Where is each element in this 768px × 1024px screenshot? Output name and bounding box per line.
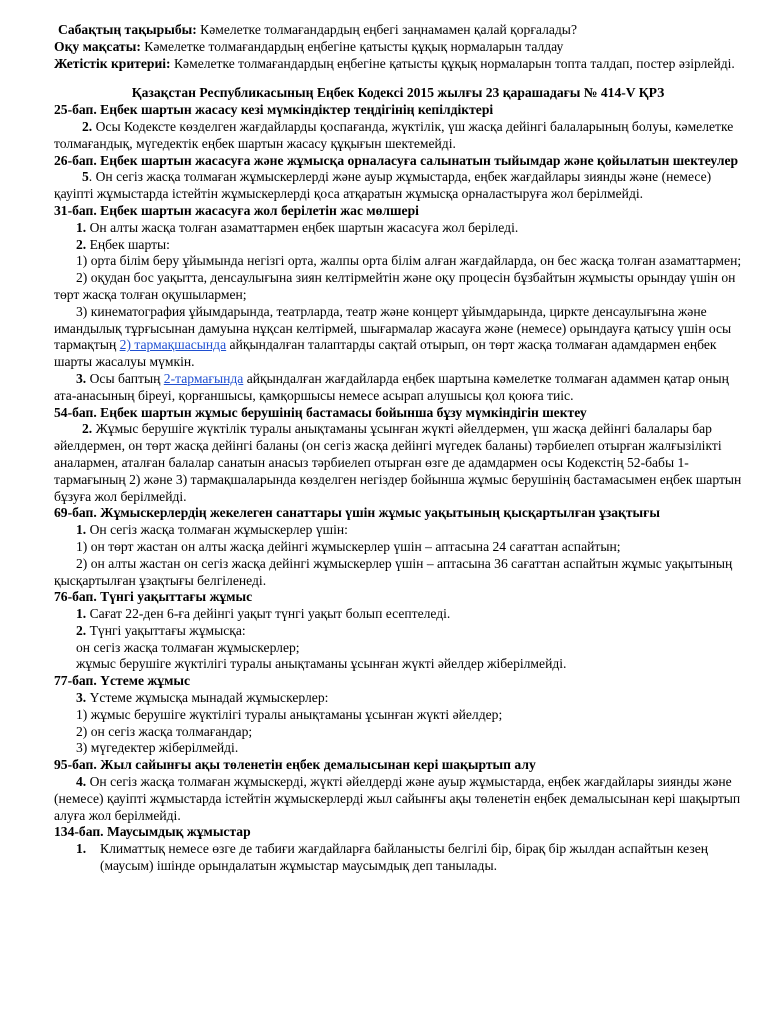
article-77-item-2: 2) он сегіз жасқа толмағандар;	[76, 723, 253, 739]
article-134-heading: 134-бап. Маусымдық жұмыстар	[54, 824, 251, 840]
article-77-heading: 77-бап. Үстеме жұмыс	[54, 673, 190, 689]
paragraph-2-link[interactable]: 2-тармағында	[163, 370, 244, 386]
article-76-paragraph-2	[54, 623, 742, 640]
paragraph-text: Еңбек шарты:	[86, 236, 170, 252]
lesson-goal-text: Кәмелетке толмағандардың еңбегіне қатысты құқық нормаларын талдау	[140, 38, 564, 54]
article-26-heading: 26-бап. Еңбек шартын жасасуға және жұмысқа орналасуға салынатын тыйымдар және қойылатын шектеулер	[54, 152, 739, 168]
paragraph-number: 1.	[76, 219, 87, 235]
paragraph-text: . Он сегіз жасқа толмаған жұмыскерлерді және ауыр жұмыстарда, еңбек жағдайлары зиянды және (немесе) қауіпті жұмыстарда істейтін жұмыскерлерді қоса атқаратын жұмысқа орналастыруға жол берілмейді.	[54, 169, 712, 202]
paragraph-number: 2.	[82, 118, 93, 134]
article-77-paragraph-3	[54, 690, 742, 707]
article-76-paragraph-1	[54, 606, 742, 623]
document-title: Қазақстан Республикасының Еңбек Кодексі 2015 жылғы 23 қарашадағы № 414-V ҚРЗ	[131, 85, 665, 101]
paragraph-number: 2.	[76, 622, 87, 638]
lesson-criteria	[54, 56, 742, 73]
lesson-meta	[54, 22, 742, 72]
paragraph-text: Он сегіз жасқа толмаған жұмыскерді, жүкті әйелдерді және ауыр жұмыстарда, еңбек жағдайлары зиянды және (немесе) қауіпті жұмыстарда істейтін жұмыскерлерді жыл сайынғы ақы төленетін еңбек демалысынан кері шақыртып алуға жол берілмейді.	[54, 774, 741, 823]
article-69-paragraph-1	[54, 522, 742, 539]
article-31-item-3	[54, 304, 742, 371]
article-76-line-2: жұмыс берушіге жүктілігі туралы анықтаманы ұсынған жүкті әйелдер жіберілмейді.	[76, 656, 567, 672]
article-31-item-1: 1) орта білім беру ұйымында негізгі орта, жалпы орта білім алған жағдайларда, он бес жасқа толған азаматтармен;	[76, 253, 742, 269]
article-25-heading: 25-бап. Еңбек шартын жасасу кезі мүмкіндіктер теңдігінің кепілдіктері	[54, 102, 494, 118]
article-95-paragraph-4	[54, 774, 742, 824]
article-76-heading: 76-бап. Түнгі уақыттағы жұмыс	[54, 589, 253, 605]
paragraph-text: Сағат 22-ден 6-ға дейінгі уақыт түнгі уақыт болып есептеледі.	[86, 606, 451, 622]
article-31-paragraph-2	[54, 237, 742, 254]
article-77-item-3: 3) мүгедектер жіберілмейді.	[76, 740, 239, 756]
paragraph-text: Осы Кодексте көзделген жағдайларды қоспағанда, жүктілік, үш жасқа дейінгі балаларының болуы, кәмелетке толмағандық, мүгедектік еңбек шартын жасасу құқығын шектемейді.	[54, 118, 734, 151]
paragraph-text: Он алты жасқа толған азаматтармен еңбек шартын жасасуға жол беріледі.	[86, 219, 519, 235]
article-31-item-2: 2) оқудан бос уақытта, денсаулығына зиян келтірмейтін және оқу процесін бұзбайтын жұмысты орындау үшін он төрт жасқа толған оқушылармен;	[54, 270, 736, 302]
article-134-paragraph-1	[54, 841, 742, 875]
article-95-heading: 95-бап. Жыл сайынғы ақы төленетін еңбек демалысынан кері шақыртып алу	[54, 757, 536, 773]
paragraph-text: Осы баптың	[86, 370, 164, 386]
paragraph-number: 1.	[76, 522, 87, 538]
lesson-topic-label: Сабақтың тақырыбы:	[58, 22, 197, 37]
paragraph-text: Түнгі уақыттағы жұмысқа:	[86, 622, 246, 638]
article-69-item-2: 2) он алты жастан он сегіз жасқа дейінгі жұмыскерлер үшін – аптасына 36 сағаттан аспайтын жұмыс уақытының қысқартылған ұзақтығы белгіленеді.	[54, 555, 733, 588]
paragraph-text: Климаттық немесе өзге де табиғи жағдайларға байланысты белгілі бір, бірақ бір жылдан аспайтын кезең (маусым) ішінде орындалатын жұмыстар маусымдық деп танылады.	[100, 841, 709, 874]
article-54-paragraph-2	[54, 421, 742, 505]
article-31-paragraph-1	[54, 220, 742, 237]
lesson-criteria-text: Кәмелетке толмағандардың еңбегіне қатысты құқық нормаларын топта талдап, постер әзірлейді.	[170, 55, 735, 71]
article-31-heading: 31-бап. Еңбек шартын жасасуға жол берілетін жас мөлшері	[54, 202, 419, 218]
lesson-criteria-label: Жетістік критериі:	[54, 55, 171, 71]
subparagraph-2-link[interactable]: 2) тармақшасында	[119, 337, 227, 353]
paragraph-number: 5	[82, 169, 89, 185]
article-77-item-1: 1) жұмыс берушіге жүктілігі туралы анықтаманы ұсынған жүкті әйелдер;	[76, 706, 503, 722]
lesson-topic-text: Кәмелетке толмағандардың еңбегі заңнамамен қалай қорғалады?	[196, 22, 577, 37]
paragraph-number: 1.	[76, 841, 87, 857]
paragraph-text: Үстеме жұмысқа мынадай жұмыскерлер:	[86, 690, 329, 706]
paragraph-text: Он сегіз жасқа толмаған жұмыскерлер үшін:	[86, 522, 348, 538]
paragraph-number: 4.	[76, 774, 87, 790]
paragraph-number: 2.	[76, 236, 87, 252]
paragraph-number: 2.	[82, 421, 93, 437]
item-text: айқындалған талаптарды сақтай отырып, он төрт жасқа толмаған адамдармен еңбек шарты жасалуы мүмкін.	[54, 337, 717, 370]
lesson-topic	[54, 22, 742, 39]
paragraph-number: 1.	[76, 606, 87, 622]
paragraph-number: 3.	[76, 690, 87, 706]
paragraph-text: Жұмыс берушіге жүктілік туралы анықтаманы ұсынған жүкті әйелдермен, үш жасқа дейінгі балалары бар әйелдермен, он төрт жасқа дейінгі баланы (он сегіз жасқа дейінгі мүгедек баланы) тәрбиелеп отырған жалғызілікті аналармен, аталған балалар санатын анасыз тәрбиелеп отырған өзге де адамдармен осы Кодекстің 52-бабы 1-тармағының 2) және 3) тармақшаларында көзделген негіздер бойынша жұмыс берушінің бастамасымен еңбек шартын бұзуға жол берілмейді.	[54, 421, 742, 504]
lesson-goal	[54, 39, 742, 56]
article-26-paragraph-5	[54, 169, 742, 203]
lesson-goal-label: Оқу мақсаты:	[54, 38, 141, 54]
paragraph-text: айқындалған жағдайларда еңбек шартына кәмелетке толмаған адаммен қатар оның ата-анасының біреуі, қорғаншысы, қамқоршысы немесе асырап алушысы қол қоюға тиіс.	[54, 370, 729, 403]
article-31-paragraph-3	[54, 371, 742, 405]
article-25-paragraph-2	[54, 119, 742, 153]
article-76-line-1: он сегіз жасқа толмаған жұмыскерлер;	[76, 639, 300, 655]
article-69-item-1: 1) он төрт жастан он алты жасқа дейінгі жұмыскерлер үшін – аптасына 24 сағаттан аспайтын;	[76, 538, 621, 554]
item-text: 3) кинематография ұйымдарында, театрларда, театр және концерт ұйымдарында, циркте денсаулығына және имандылық тұрғысынан дамуына нұқсан келтірмей, шығармалар жасауға және (немесе) орындауға қатысу үшін осы тармақтың	[54, 303, 732, 353]
article-69-heading: 69-бап. Жұмыскерлердің жекелеген санаттары үшін жұмыс уақытының қысқартылған ұзақтығы	[54, 505, 660, 521]
article-54-heading: 54-бап. Еңбек шартын жұмыс берушінің бастамасы бойынша бұзу мүмкіндігін шектеу	[54, 404, 587, 420]
paragraph-number: 3.	[76, 370, 87, 386]
